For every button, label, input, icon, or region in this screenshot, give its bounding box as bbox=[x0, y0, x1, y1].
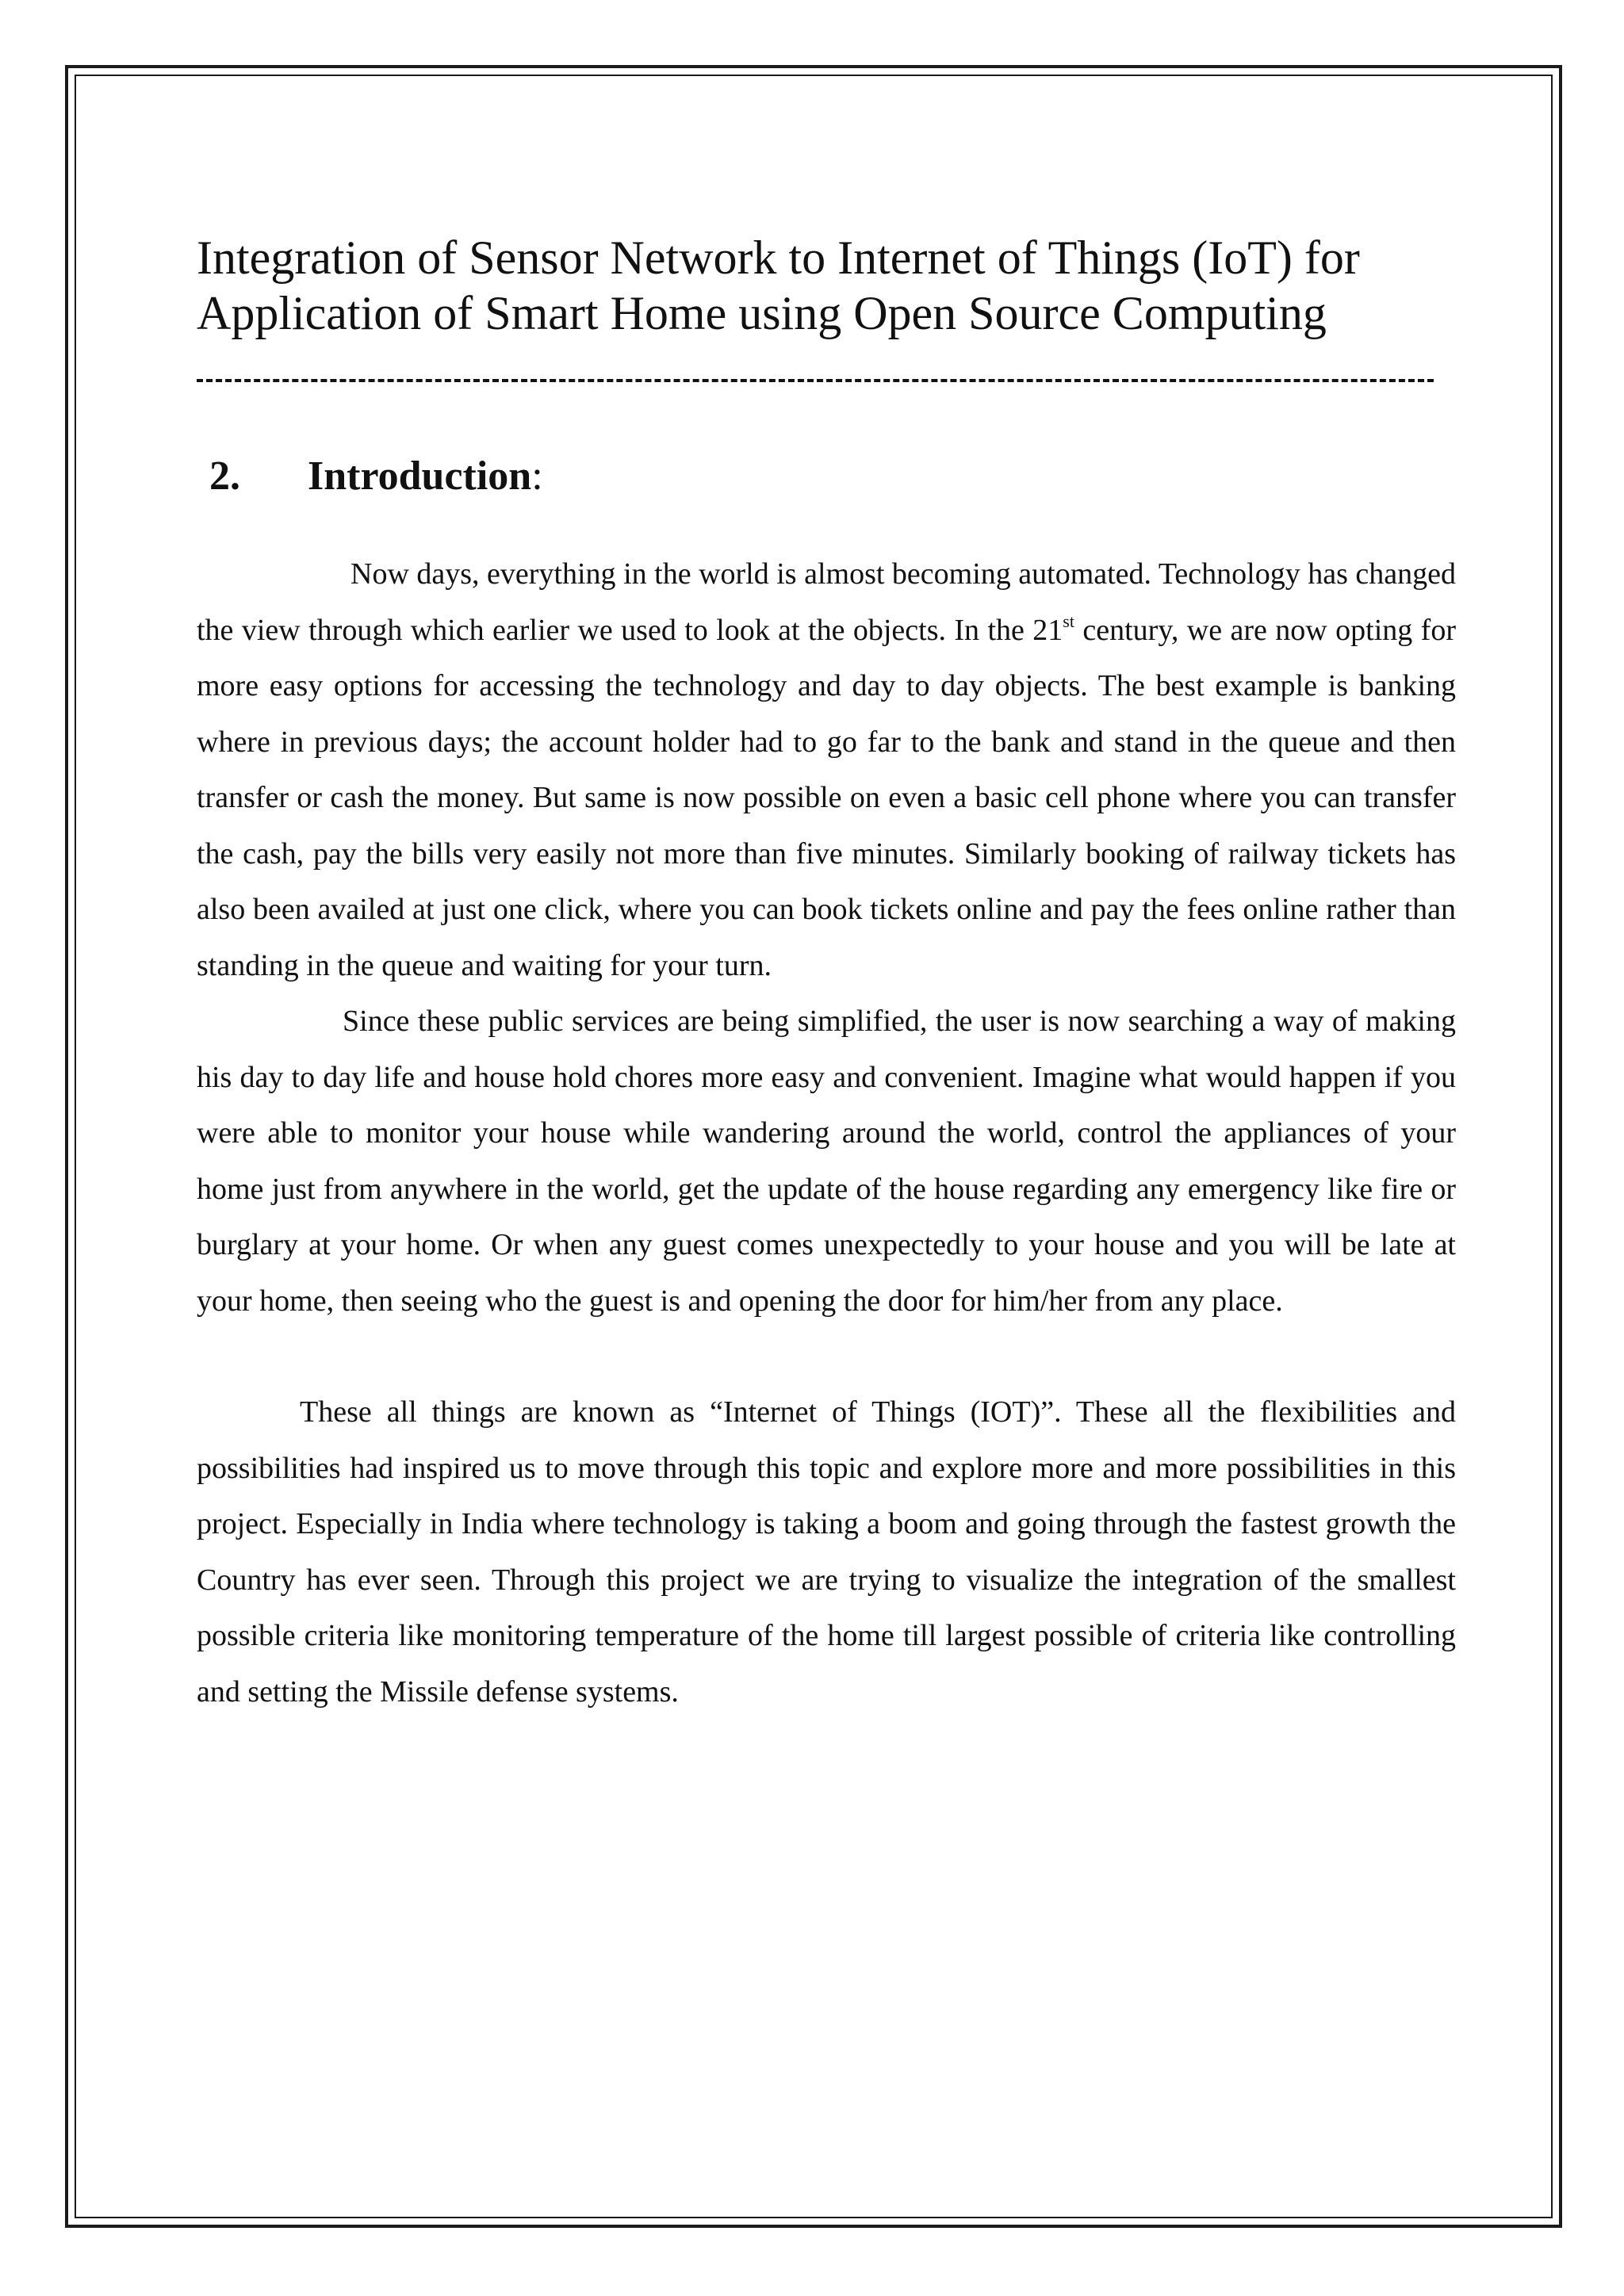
introduction-body bbox=[197, 546, 1456, 1720]
title-dashed-divider bbox=[197, 379, 1434, 382]
paragraph-1-text-a: Now days, everything in the world is almost becoming automated. Technology has changed the view through which earlier we used to look at the objects. In the 21 bbox=[197, 557, 1456, 647]
document-title-line-2: Application of Smart Home using Open Source Computing bbox=[197, 287, 1327, 339]
section-title: Introduction bbox=[308, 453, 532, 499]
section-number: 2. bbox=[209, 453, 240, 499]
paragraph-1-text-b: century, we are now opting for more easy options for accessing the technology and day to day objects. The best example is banking where in previous days; the account holder had to go far to the bank and stand in the queue and then transfer or cash the money. But same is now possible on even a basic cell phone where you can transfer the cash, pay the bills very easily not more than five minutes. Similarly booking of railway tickets has also been availed at just one click, where you can book tickets online and pay the fees online rather than standing in the queue and waiting for your turn. bbox=[197, 613, 1456, 982]
ordinal-superscript: st bbox=[1063, 610, 1074, 631]
section-heading bbox=[209, 449, 543, 504]
paragraph-2: Since these public services are being simplified, the user is now searching a way of making his day to day life and house hold chores more easy and convenient. Imagine what would happen if you were able to monitor your house while wandering around the world, control the appliances of your home just from anywhere in the world, get the update of the house regarding any emergency like fire or burglary at your home. Or when any guest comes unexpectedly to your house and you will be late at your home, then seeing who the guest is and opening the door for him/her from any place. bbox=[197, 1004, 1456, 1318]
paragraph-3: These all things are known as “Internet of Things (IOT)”. These all the flexibilities and possibilities had inspired us to move through this topic and explore more and more possibilities in this project. Especially in India where technology is taking a boom and going through the fastest growth the Country has ever seen. Through this project we are trying to visualize the integration of the smallest possible criteria like monitoring temperature of the home till largest possible of criteria like controlling and setting the Missile defense systems. bbox=[197, 1395, 1456, 1709]
section-colon: : bbox=[531, 453, 543, 499]
document-title bbox=[197, 230, 1465, 341]
document-title-line-1: Integration of Sensor Network to Internet of Things (IoT) for bbox=[197, 232, 1360, 284]
paragraph-1 bbox=[197, 546, 1456, 993]
